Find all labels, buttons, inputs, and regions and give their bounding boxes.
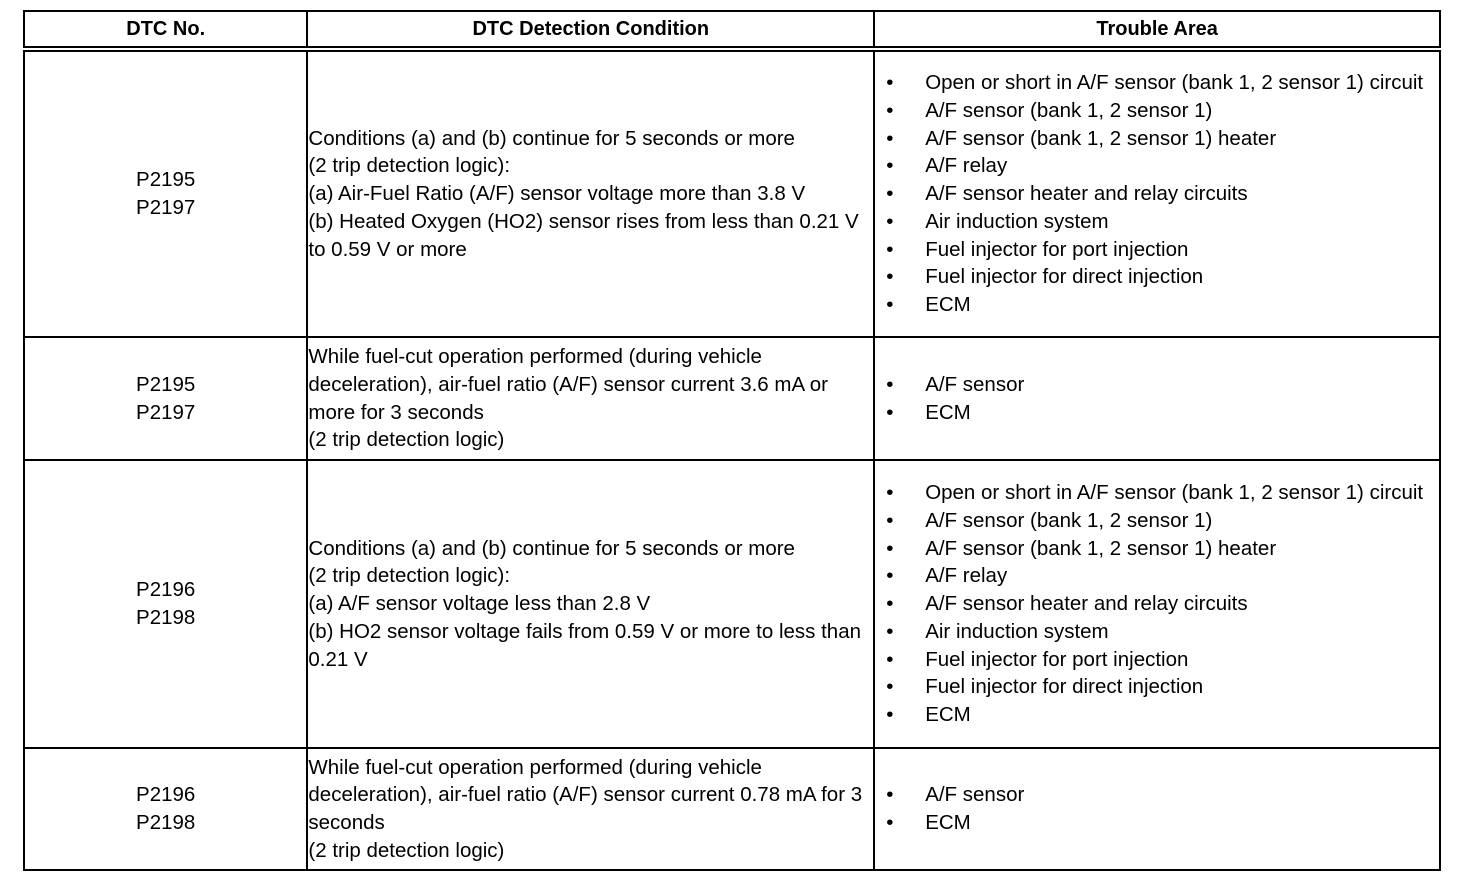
trouble-area-item: A/F sensor heater and relay circuits [925, 592, 1248, 616]
condition-line: (2 trip detection logic) [308, 428, 505, 452]
dtc-table [23, 10, 1441, 871]
header-trouble-area: Trouble Area [874, 11, 1440, 49]
bullet-icon: • [886, 182, 894, 206]
list-item [875, 69, 1429, 97]
bullet-icon: • [886, 71, 894, 95]
bullet-icon: • [886, 265, 894, 289]
condition-line: While fuel-cut operation performed (during vehicle deceleration), air-fuel ratio (A/F) sensor current 0.78 mA for 3 seconds [308, 755, 868, 834]
list-item [875, 507, 1429, 535]
trouble-area-item: A/F sensor heater and relay circuits [925, 182, 1248, 206]
trouble-area-item: Fuel injector for port injection [925, 237, 1189, 261]
table-row [24, 748, 1440, 870]
detection-condition-cell [307, 748, 874, 870]
condition-line: (b) Heated Oxygen (HO2) sensor rises from less than 0.21 V to 0.59 V or more [308, 209, 865, 261]
table-row [24, 49, 1440, 337]
condition-line: (b) HO2 sensor voltage fails from 0.59 V or more to less than 0.21 V [308, 619, 867, 671]
trouble-area-cell [874, 49, 1440, 337]
bullet-icon: • [886, 783, 894, 807]
list-item [875, 479, 1429, 507]
condition-line: (2 trip detection logic): [308, 154, 511, 178]
dtc-code: P2196 [136, 783, 196, 806]
trouble-area-item: Air induction system [925, 619, 1109, 643]
list-item [875, 291, 1429, 319]
bullet-icon: • [886, 675, 894, 699]
trouble-area-cell [874, 337, 1440, 460]
bullet-icon: • [886, 99, 894, 123]
bullet-icon: • [886, 811, 894, 834]
dtc-code: P2197 [136, 196, 196, 219]
list-item [875, 701, 1429, 729]
bullet-icon: • [886, 237, 894, 261]
bullet-icon: • [886, 619, 894, 643]
condition-line: While fuel-cut operation performed (during vehicle deceleration), air-fuel ratio (A/F) sensor current 3.6 mA or more for 3 seconds [308, 345, 834, 424]
list-item [875, 618, 1429, 646]
trouble-area-item: ECM [925, 811, 971, 834]
bullet-icon: • [886, 509, 894, 533]
dtc-code: P2197 [136, 400, 196, 424]
trouble-area-item: Fuel injector for direct injection [925, 265, 1204, 289]
trouble-area-item: ECM [925, 702, 971, 726]
trouble-area-item: A/F relay [925, 154, 1008, 178]
trouble-area-item: Open or short in A/F sensor (bank 1, 2 sensor 1) circuit [925, 481, 1424, 505]
bullet-icon: • [886, 592, 894, 616]
detection-condition-cell [307, 49, 874, 337]
bullet-icon: • [886, 647, 894, 671]
detection-condition-cell [307, 337, 874, 460]
trouble-area-item: Fuel injector for direct injection [925, 675, 1204, 699]
bullet-icon: • [886, 702, 894, 726]
condition-line: (2 trip detection logic): [308, 564, 511, 588]
dtc-code-cell [24, 460, 307, 748]
header-dtc-no: DTC No. [24, 11, 307, 49]
trouble-area-item: A/F sensor (bank 1, 2 sensor 1) [925, 99, 1213, 123]
list-item [875, 371, 1429, 399]
list-item [875, 263, 1429, 291]
bullet-icon: • [886, 209, 894, 233]
table-header [24, 11, 1440, 49]
condition-line: (2 trip detection logic) [308, 838, 505, 862]
dtc-code: P2198 [136, 606, 196, 629]
trouble-area-item: A/F sensor (bank 1, 2 sensor 1) heater [925, 126, 1277, 150]
trouble-area-item: ECM [925, 400, 971, 424]
bullet-icon: • [886, 154, 894, 178]
list-item [875, 97, 1429, 125]
list-item [875, 236, 1429, 264]
list-item [875, 535, 1429, 563]
trouble-area-list [875, 371, 1439, 426]
bullet-icon: • [886, 481, 894, 505]
trouble-area-item: A/F sensor [925, 783, 1025, 807]
dtc-code: P2195 [136, 168, 196, 191]
dtc-code-cell [24, 748, 307, 870]
list-item [875, 781, 1429, 809]
trouble-area-item: A/F sensor [925, 372, 1025, 396]
table-body [24, 49, 1440, 870]
list-item [875, 208, 1429, 236]
bullet-icon: • [886, 126, 894, 150]
detection-condition-cell [307, 460, 874, 748]
list-item [875, 590, 1429, 618]
bullet-icon: • [886, 400, 894, 424]
trouble-area-list [875, 479, 1439, 728]
condition-line: (a) A/F sensor voltage less than 2.8 V [308, 592, 651, 616]
trouble-area-item: A/F sensor (bank 1, 2 sensor 1) heater [925, 536, 1277, 560]
list-item [875, 399, 1429, 427]
bullet-icon: • [886, 292, 894, 316]
trouble-area-item: A/F sensor (bank 1, 2 sensor 1) [925, 509, 1213, 533]
condition-line: Conditions (a) and (b) continue for 5 seconds or more [308, 536, 795, 560]
bullet-icon: • [886, 564, 894, 588]
trouble-area-item: Air induction system [925, 209, 1109, 233]
trouble-area-cell [874, 748, 1440, 870]
condition-line: Conditions (a) and (b) continue for 5 seconds or more [308, 126, 795, 150]
trouble-area-item: Fuel injector for port injection [925, 647, 1189, 671]
list-item [875, 809, 1429, 837]
list-item [875, 152, 1429, 180]
trouble-area-list [875, 781, 1439, 836]
list-item [875, 125, 1429, 153]
list-item [875, 646, 1429, 674]
trouble-area-cell [874, 460, 1440, 748]
header-detection-condition: DTC Detection Condition [307, 11, 874, 49]
trouble-area-item: Open or short in A/F sensor (bank 1, 2 sensor 1) circuit [925, 71, 1424, 95]
dtc-code: P2198 [136, 811, 196, 834]
list-item [875, 673, 1429, 701]
table-row [24, 460, 1440, 748]
dtc-code-cell [24, 49, 307, 337]
bullet-icon: • [886, 536, 894, 560]
list-item [875, 562, 1429, 590]
table-row [24, 337, 1440, 460]
bullet-icon: • [886, 372, 894, 396]
dtc-code: P2196 [136, 578, 196, 601]
condition-line: (a) Air-Fuel Ratio (A/F) sensor voltage more than 3.8 V [308, 182, 806, 206]
list-item [875, 180, 1429, 208]
dtc-code-cell [24, 337, 307, 460]
trouble-area-list [875, 69, 1439, 318]
trouble-area-item: ECM [925, 292, 971, 316]
trouble-area-item: A/F relay [925, 564, 1008, 588]
dtc-code: P2195 [136, 372, 196, 396]
